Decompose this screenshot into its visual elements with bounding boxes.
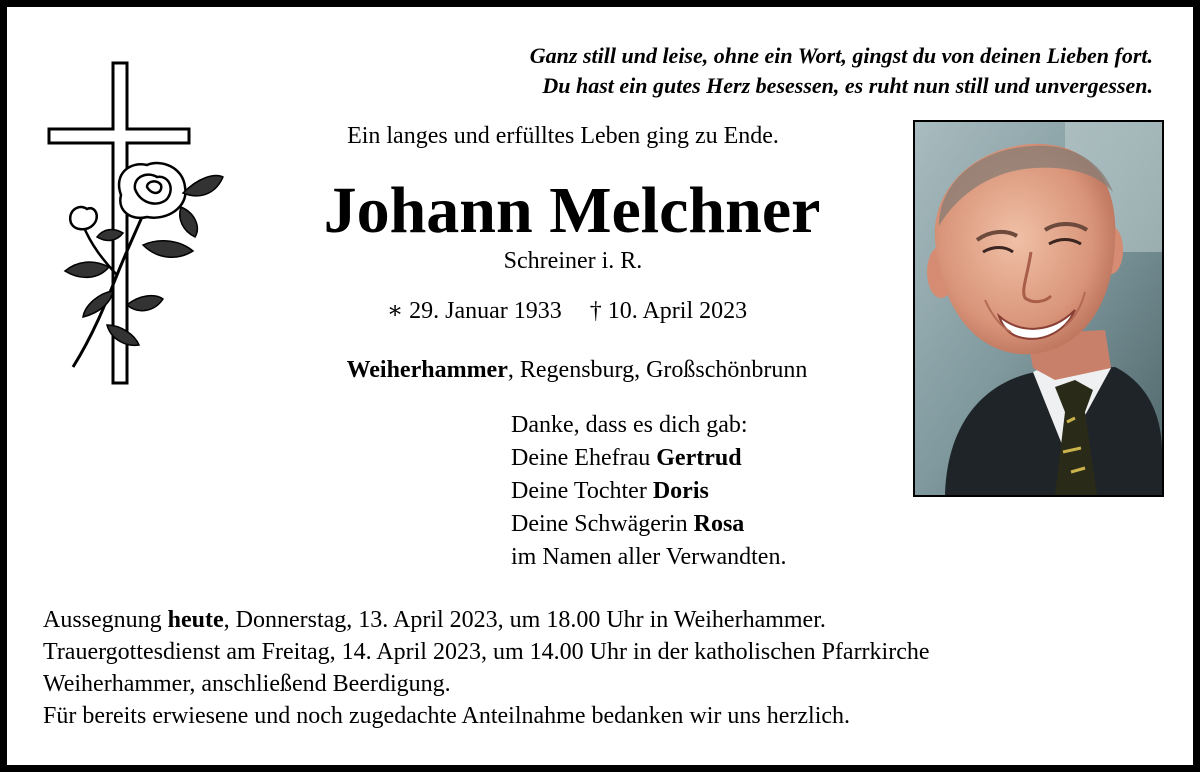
funeral-service-line: Trauergottesdienst am Freitag, 14. April 2023, um 14.00 Uhr in der katholischen Pfarrkirche <box>43 639 930 665</box>
mourner-daughter-relation: Deine Tochter <box>511 478 653 504</box>
places <box>283 357 871 384</box>
mourner-daughter <box>511 475 786 508</box>
mourner-sister-name: Rosa <box>693 511 745 537</box>
thanks-closing: im Namen aller Verwandten. <box>511 544 787 570</box>
mourner-wife-name: Gertrud <box>656 445 742 471</box>
mourner-daughter-name: Doris <box>652 478 709 504</box>
funeral-details <box>43 604 930 732</box>
blessing-prefix: Aussegnung <box>43 607 168 633</box>
death-date: † 10. April 2023 <box>589 298 748 324</box>
motto-verse <box>530 41 1153 101</box>
motto-line-1: Ganz still und leise, ohne ein Wort, gingst du von deinen Lieben fort. <box>529 43 1153 68</box>
motto-line-2: Du hast ein gutes Herz besessen, es ruht nun still und unvergessen. <box>542 73 1153 98</box>
thanks-heading: Danke, dass es dich gab: <box>511 412 748 438</box>
mourner-sister-relation: Deine Schwägerin <box>511 511 694 537</box>
mourners-list <box>511 409 786 574</box>
burial-line: Weiherhammer, anschließend Beerdigung. <box>43 671 451 697</box>
blessing-today: heute <box>167 607 224 633</box>
blessing-line <box>43 604 930 636</box>
place-main: Weiherhammer <box>346 357 508 383</box>
profession: Schreiner i. R. <box>503 248 643 274</box>
intro-text: Ein langes und erfülltes Leben ging zu Ende. <box>347 123 779 149</box>
life-dates <box>307 296 827 325</box>
place-rest: , Regensburg, Großschönbrunn <box>507 357 808 383</box>
birth-date: ∗ 29. Januar 1933 <box>386 298 562 324</box>
thanks-condolences-line: Für bereits erwiesene und noch zugedachte Anteilnahme bedanken wir uns herzlich. <box>43 703 851 729</box>
mourner-wife-relation: Deine Ehefrau <box>511 445 657 471</box>
cross-with-rose-icon <box>43 55 233 395</box>
mourner-sister-in-law <box>511 508 786 541</box>
deceased-name: Johann Melchner <box>323 174 821 247</box>
mourner-wife <box>511 442 786 475</box>
portrait-photo <box>913 120 1164 497</box>
blessing-details: , Donnerstag, 13. April 2023, um 18.00 Uhr in Weiherhammer. <box>223 607 826 633</box>
